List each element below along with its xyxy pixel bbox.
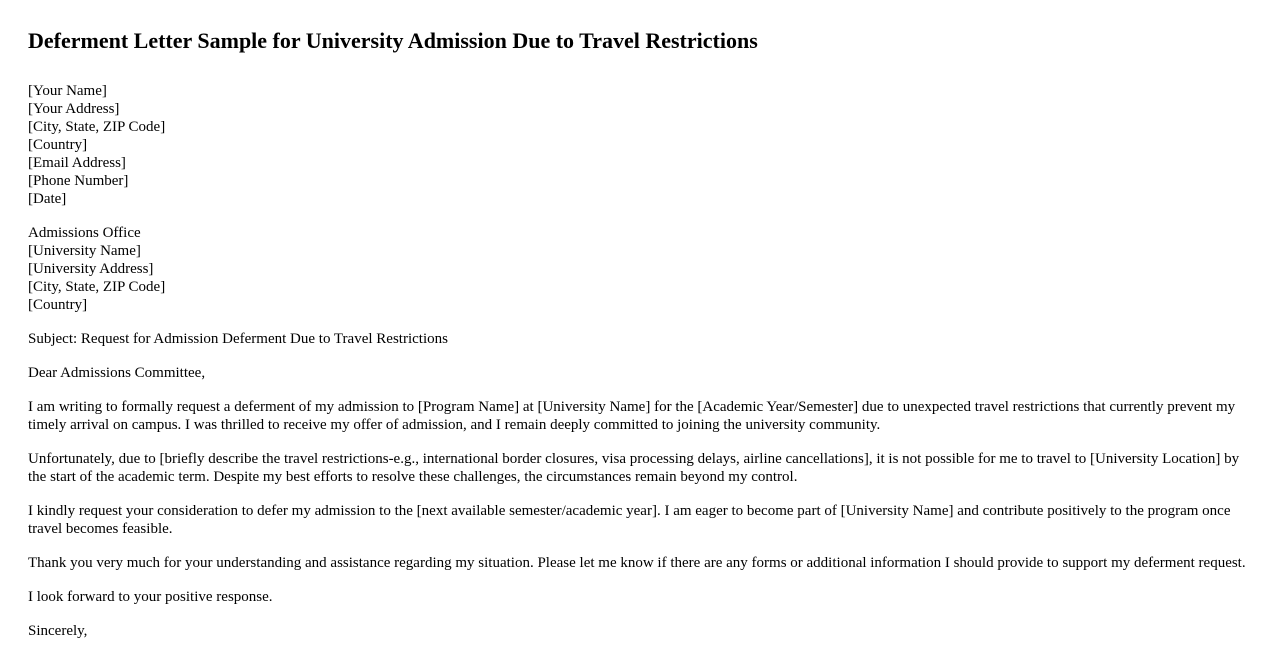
sender-email: [Email Address] xyxy=(28,155,126,171)
sender-address-block xyxy=(28,82,1250,208)
recipient-country: [Country] xyxy=(28,297,88,313)
body-paragraph-thanks: Thank you very much for your understanding and assistance regarding my situation. Please let me know if there are any forms or additional information I should provide to support my deferment request. xyxy=(28,555,1246,571)
recipient-city-state-zip: [City, State, ZIP Code] xyxy=(28,279,166,295)
sender-country: [Country] xyxy=(28,137,88,153)
letter-date: [Date] xyxy=(28,191,67,207)
body-paragraph-request: I am writing to formally request a deferment of my admission to [Program Name] at [University Name] for the [Academic Year/Semester] due to unexpected travel restrictions that currently prevent my timely arrival on campus. I was thrilled to receive my offer of admission, and I remain deeply committed to joining the university community. xyxy=(28,399,1236,433)
salutation: Dear Admissions Committee, xyxy=(28,365,206,381)
body-paragraph-closing-remark: I look forward to your positive response. xyxy=(28,589,273,605)
body-paragraph-circumstances: Unfortunately, due to [briefly describe the travel restrictions-e.g., international border closures, visa processing delays, airline cancellations], it is not possible for me to travel to [University Location] by the start of the academic term. Despite my best efforts to resolve these challenges, the circumstances remain beyond my control. xyxy=(28,451,1240,485)
recipient-university-address: [University Address] xyxy=(28,261,154,277)
recipient-university-name: [University Name] xyxy=(28,243,141,259)
recipient-address-block xyxy=(28,224,1250,314)
sender-city-state-zip: [City, State, ZIP Code] xyxy=(28,119,166,135)
subject-line: Subject: Request for Admission Deferment Due to Travel Restrictions xyxy=(28,331,448,347)
closing: Sincerely, xyxy=(28,623,88,639)
sender-name: [Your Name] xyxy=(28,83,107,99)
sender-phone: [Phone Number] xyxy=(28,173,129,189)
sender-address: [Your Address] xyxy=(28,101,120,117)
recipient-office: Admissions Office xyxy=(28,225,141,241)
page-title: Deferment Letter Sample for University Admission Due to Travel Restrictions xyxy=(28,28,758,53)
body-paragraph-consideration: I kindly request your consideration to defer my admission to the [next available semester/academic year]. I am eager to become part of [University Name] and contribute positively to the program once travel becomes feasible. xyxy=(28,503,1231,537)
